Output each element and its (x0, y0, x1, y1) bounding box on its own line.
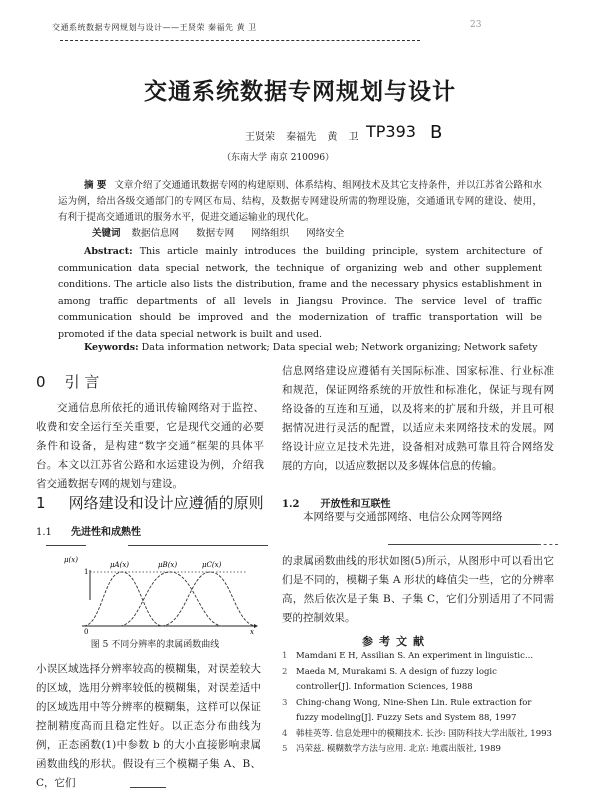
authors: 王贤荣 秦福先 黄 卫 (245, 132, 359, 143)
keywords-cn (58, 226, 568, 242)
section-number: 0 (36, 373, 46, 391)
keyword-item: 数据专网 (196, 228, 235, 239)
keywords-en-label: Keywords: (84, 342, 139, 353)
subsection-title: 开放性和互联性 (320, 499, 391, 510)
subsection-title: 先进性和成熟性 (71, 527, 141, 538)
reference-text: Ching-chang Wong, Nine-Shen Lin. Rule extraction for fuzzy modeling[J]. Fuzzy Sets and System 88, 1997 (296, 697, 532, 723)
subsection-1-1-heading (36, 520, 264, 539)
y-axis-label: μ(x) (64, 556, 78, 564)
curve-label-b: μB(x) (158, 561, 178, 569)
x-axis-label: x (250, 628, 254, 634)
origin-label: 0 (84, 628, 89, 634)
keyword-item: 网络安全 (306, 228, 345, 239)
reference-item (282, 742, 552, 758)
intro-paragraph: 交通信息所依托的通讯传输网络对于监控、收费和安全运行至关重要，它是现代交通的必要条件和设备，是构建“数字交通”框架的具体平台。本文以江苏省公路和水运建设为例，介绍我省交通数据专网的规划与建设。 (36, 402, 264, 490)
reference-text: 韩桂英等. 信息处理中的模糊技术. 长沙: 国防科技大学出版社, 1993 (296, 728, 552, 739)
section-title: 网络建设和设计应遵循的原则 (68, 494, 264, 512)
paper-title: 交通系统数据专网规划与设计 (144, 78, 456, 105)
reference-number: 1 (282, 651, 288, 661)
column-rule (388, 544, 538, 545)
reference-number: 3 (282, 697, 288, 708)
abstract-en-text: This article mainly introduces the building principle, system architecture of communication data special network, the technique of organizing web and other supplement conditions. The article also lists the distribution, frame and the necessary physics establishment in among traffic departments of all levels in Jiangsu Province. The service level of traffic communication should be improved and the modernization of traffic transportation will be promoted if the data special network is built and used. (58, 246, 542, 340)
curve-label-a: μA(x) (110, 561, 130, 569)
abstract-cn (58, 178, 542, 226)
section-1-heading (36, 492, 264, 513)
reference-text: Maeda M, Murakami S. A design of fuzzy logic controller[J]. Information Sciences, 1988 (296, 666, 497, 692)
references-title: 参考文献 (362, 635, 430, 648)
peak-tick-label: 1 (84, 568, 89, 576)
right-top-paragraph: 信息网络建设应遵循有关国际标准、国家标准、行业标准和规范，保证网络系统的开放性和标准化，保证与现有网络设备的互连和互通，以及将来的扩展和升级，并且可根据情况进行灵活的配置，以适应未来网络技术的发展。网络设计应立足技术先进，设备相对成熟可靠且符合网络发展的方向，以适应数据以及多媒体信息的传输。 (282, 365, 554, 472)
section-title: 引 言 (64, 373, 100, 391)
column-rule (46, 545, 86, 546)
section-0-heading (36, 371, 264, 392)
left-continued-paragraph: 小误区域选择分辨率较高的模糊集，对误差较大的区域，选用分辨率较低的模糊集，对误差适中的区域选用中等分辨率的模糊集，这样可以保证控制精度高而且稳定性好。以正态分布曲线为例，正态函数(1)中参数 b 的大小直接影响隶属函数曲线的形状。假设有三个模糊子集 A、B、C，它们 (36, 663, 261, 789)
handwritten-mark: B (430, 122, 443, 143)
curve-label-c: μC(x) (202, 561, 222, 569)
reference-number: 4 (282, 728, 288, 739)
keyword-item: 数据信息网 (131, 228, 180, 239)
section-number: 1 (36, 494, 46, 512)
reference-text: 冯荣兹. 模糊数学方法与应用. 北京: 地震出版社, 1989 (296, 744, 501, 754)
references-list (282, 649, 552, 758)
running-header: 交通系统数据专网规划与设计——王贤荣 秦福先 黄 卫 (52, 23, 257, 32)
figure-plot (62, 552, 262, 634)
abstract-en (58, 244, 542, 343)
page-number: 23 (470, 20, 482, 30)
handwritten-classification: TP393 (366, 122, 416, 141)
reference-number: 5 (282, 744, 288, 754)
header-rule (60, 40, 420, 41)
reference-text: Mamdani E H, Assilian S. An experiment in linguistic... (296, 651, 534, 661)
reference-item (282, 727, 552, 743)
keywords-en-text: Data information network; Data special web; Network organizing; Network safety (141, 342, 538, 353)
membership-function-figure (62, 552, 262, 634)
reference-item (282, 665, 552, 696)
keywords-en (58, 340, 568, 356)
reference-item (282, 649, 552, 665)
reference-number: 2 (282, 666, 288, 677)
right-bottom-paragraph: 的隶属函数曲线的形状如图(5)所示，从图形中可以看出它们是不同的，模糊子集 A 形状的峰值尖一些，它的分辨率高，然后依次是子集 B、子集 C，它们分别适用了不同需要的控制效果。 (282, 555, 554, 624)
column-rule (128, 545, 268, 546)
subsection-1-2-paragraph: 本网络要与交通部网络、电信公众网等网络 (303, 511, 503, 523)
subsection-number: 1.2 (282, 499, 300, 510)
subsection-number: 1.1 (36, 527, 52, 538)
abstract-cn-text: 文章介绍了交通通讯数据专网的构建原则、体系结构、组网技术及其它支持条件，并以江苏省公路和水运为例，给出各级交通部门的专网区布局、结构，及数据专网建设所需的物理设施，交通通讯专网的建设、使用，有利于提高交通通讯的服务水平，促进交通运输业的现代化。 (58, 180, 542, 223)
column-rule (538, 544, 558, 545)
abstract-en-label: Abstract: (84, 246, 133, 257)
keywords-cn-label-text: 关键词 (92, 228, 121, 239)
affiliation: （东南大学 南京 210096） (222, 153, 335, 163)
footnote-rule (130, 787, 166, 788)
reference-item (282, 696, 552, 727)
keyword-item: 网络组织 (251, 228, 290, 239)
abstract-cn-label: 摘 要 (84, 180, 107, 191)
figure-caption: 图 5 不同分辨率的隶属函数曲线 (90, 640, 220, 650)
